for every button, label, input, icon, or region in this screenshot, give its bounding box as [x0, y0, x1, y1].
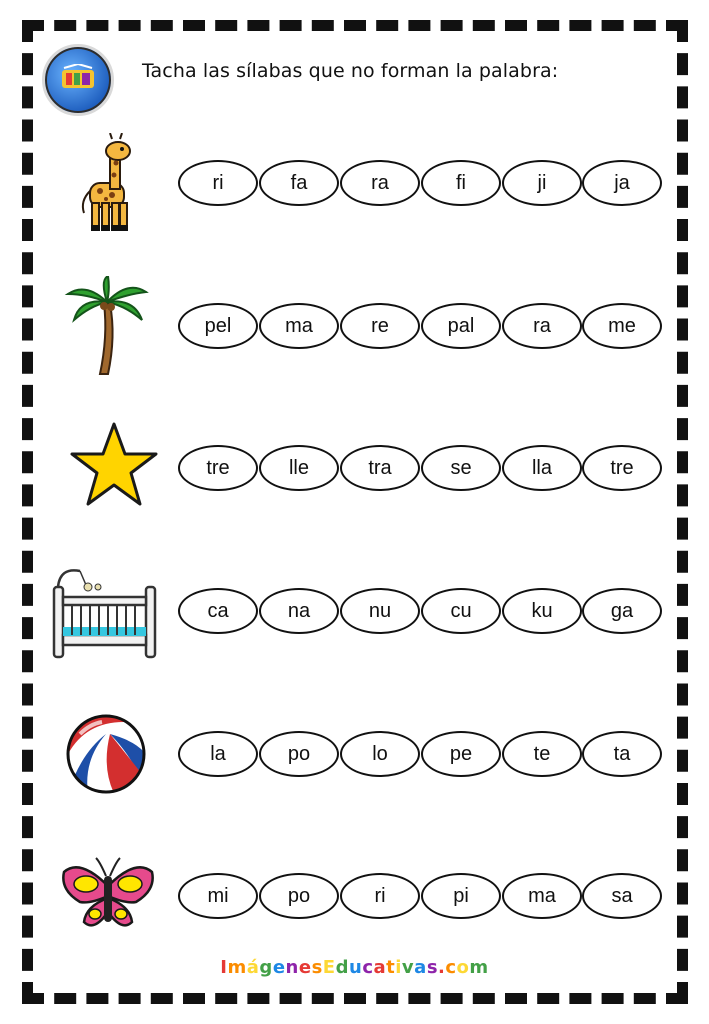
syllable-oval[interactable]: ra: [502, 303, 582, 349]
giraffe-icon: [50, 133, 160, 233]
footer-letter: g: [259, 957, 273, 978]
footer-letter: e: [298, 957, 312, 978]
footer-letter: .: [438, 957, 446, 978]
syllable-row: [178, 160, 668, 208]
star-icon: [50, 418, 160, 518]
instruction-title: Tacha las sílabas que no forman la palabra:: [142, 60, 559, 82]
footer-letter: c: [445, 957, 457, 978]
exercise-row: [0, 418, 709, 518]
syllable-oval[interactable]: pe: [421, 731, 501, 777]
footer-letter: a: [414, 957, 427, 978]
syllable-row: [178, 588, 668, 636]
syllable-oval[interactable]: pel: [178, 303, 258, 349]
syllable-oval[interactable]: fi: [421, 160, 501, 206]
syllable-oval[interactable]: tre: [582, 445, 662, 491]
exercise-row: [0, 133, 709, 233]
syllable-oval[interactable]: po: [259, 731, 339, 777]
footer-letter: n: [285, 957, 299, 978]
footer-letter: m: [227, 957, 247, 978]
footer-letter: v: [401, 957, 415, 978]
footer-letter: d: [335, 957, 349, 978]
syllable-oval[interactable]: la: [178, 731, 258, 777]
footer-letter: s: [311, 957, 323, 978]
syllable-row: [178, 303, 668, 351]
syllable-oval[interactable]: me: [582, 303, 662, 349]
footer-letter: t: [386, 957, 396, 978]
syllable-oval[interactable]: ja: [582, 160, 662, 206]
footer-letter: a: [373, 957, 387, 978]
footer-letter: á: [246, 957, 260, 978]
syllable-row: [178, 445, 668, 493]
exercise-row: [0, 846, 709, 946]
palm-tree-icon: [50, 276, 160, 376]
syllable-oval[interactable]: lla: [502, 445, 582, 491]
syllable-oval[interactable]: sa: [582, 873, 662, 919]
footer-letter: i: [395, 957, 402, 978]
syllable-row: [178, 731, 668, 779]
exercise-row: [0, 561, 709, 661]
footer-letter: s: [426, 957, 439, 978]
syllable-oval[interactable]: ji: [502, 160, 582, 206]
syllable-oval[interactable]: ri: [340, 873, 420, 919]
syllable-oval[interactable]: ma: [502, 873, 582, 919]
footer-website-text: [0, 957, 709, 978]
syllable-oval[interactable]: se: [421, 445, 501, 491]
footer-letter: o: [456, 957, 470, 978]
footer-letter: u: [348, 957, 363, 978]
footer-letter: e: [272, 957, 286, 978]
syllable-oval[interactable]: tre: [178, 445, 258, 491]
crib-icon: [50, 561, 160, 661]
syllable-oval[interactable]: ma: [259, 303, 339, 349]
syllable-oval[interactable]: na: [259, 588, 339, 634]
syllable-oval[interactable]: pi: [421, 873, 501, 919]
footer-letter: c: [362, 957, 374, 978]
syllable-oval[interactable]: lo: [340, 731, 420, 777]
syllable-oval[interactable]: ku: [502, 588, 582, 634]
syllable-oval[interactable]: po: [259, 873, 339, 919]
syllable-oval[interactable]: ri: [178, 160, 258, 206]
syllable-oval[interactable]: nu: [340, 588, 420, 634]
beach-ball-icon: [50, 704, 160, 804]
footer-letter: E: [322, 957, 336, 978]
syllable-oval[interactable]: re: [340, 303, 420, 349]
syllable-oval[interactable]: cu: [421, 588, 501, 634]
syllable-oval[interactable]: ca: [178, 588, 258, 634]
exercise-row: [0, 704, 709, 804]
syllable-oval[interactable]: mi: [178, 873, 258, 919]
syllable-oval[interactable]: ta: [582, 731, 662, 777]
syllable-row: [178, 873, 668, 921]
footer-letter: I: [220, 957, 228, 978]
butterfly-icon: [50, 846, 160, 946]
syllable-oval[interactable]: ra: [340, 160, 420, 206]
exercise-row: [0, 276, 709, 376]
footer-text: [220, 957, 488, 978]
footer-letter: m: [469, 957, 489, 978]
syllable-oval[interactable]: ga: [582, 588, 662, 634]
syllable-oval[interactable]: tra: [340, 445, 420, 491]
syllable-oval[interactable]: fa: [259, 160, 339, 206]
syllable-oval[interactable]: te: [502, 731, 582, 777]
syllable-oval[interactable]: pal: [421, 303, 501, 349]
syllable-oval[interactable]: lle: [259, 445, 339, 491]
site-logo-icon: [42, 44, 114, 116]
